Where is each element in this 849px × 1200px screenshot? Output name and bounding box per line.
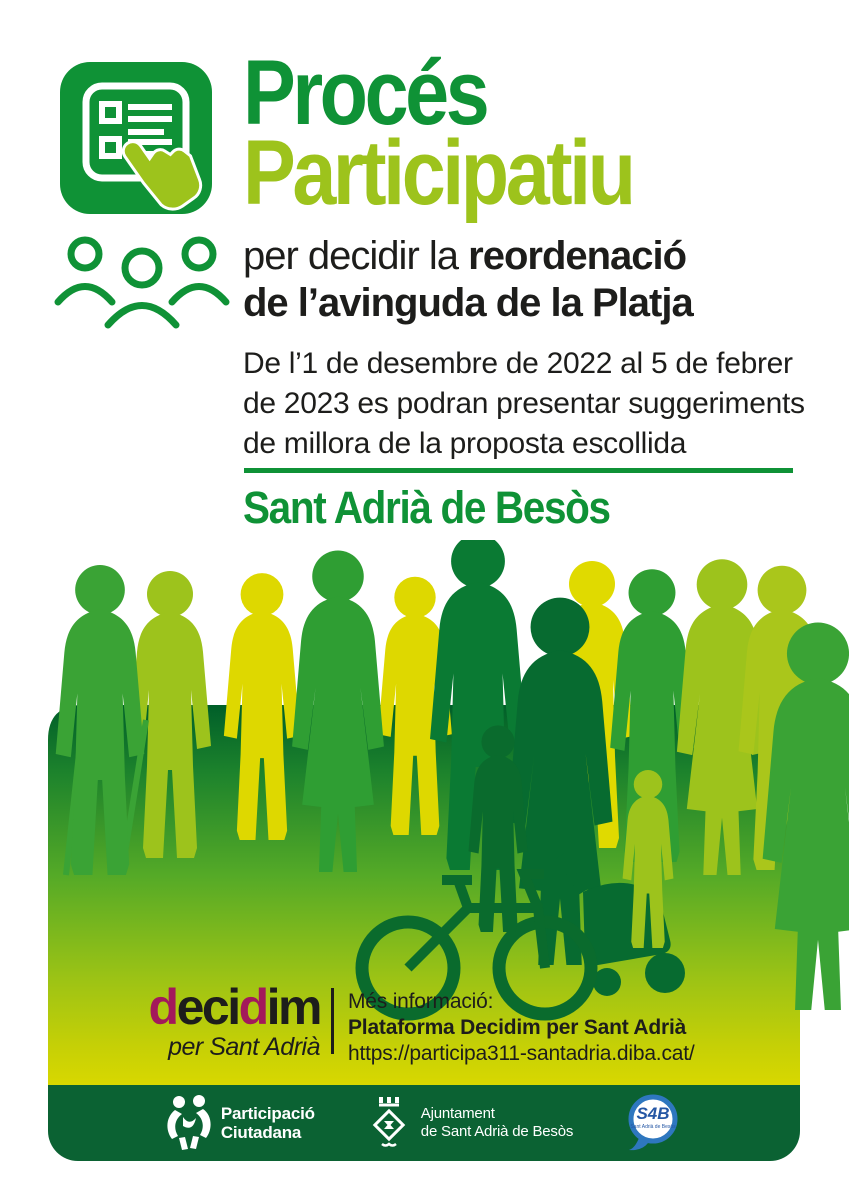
subtitle	[243, 233, 693, 327]
subtitle-prefix: per decidir la	[243, 234, 469, 278]
body-text	[243, 344, 805, 464]
title-line-proces: Procés	[243, 42, 487, 144]
decidim-logo	[148, 979, 320, 1061]
participacio-ciutadana-logo	[167, 1095, 315, 1151]
more-info-label: Més informació:	[348, 990, 494, 1013]
subtitle-bold: reordenació	[468, 234, 687, 278]
more-info-block	[348, 989, 695, 1067]
brand-letter-d2: d	[238, 979, 267, 1035]
brand-letters-eci: eci	[176, 979, 239, 1035]
footer-bar	[48, 1085, 800, 1161]
divider-line	[244, 468, 793, 473]
vertical-divider	[331, 988, 334, 1054]
title-line-participatiu: Participatiu	[243, 122, 633, 224]
body-line3: de millora de la proposta escollida	[243, 427, 687, 460]
ajuntament-label: Ajuntament de Sant Adrià de Besòs	[420, 1105, 574, 1140]
brand-letter-d1: d	[148, 979, 177, 1035]
participacio-ciutadana-figures-icon	[167, 1095, 211, 1151]
body-line1: De l’1 de desembre de 2022 al 5 de febrer	[243, 347, 793, 380]
brand-letters-im: im	[266, 979, 320, 1035]
three-citizens-outline-icon	[52, 230, 232, 330]
ajuntament-logo	[367, 1095, 573, 1151]
participacio-label: Participació Ciutadana	[220, 1104, 315, 1142]
s4b-logo	[625, 1094, 681, 1152]
s4b-label: S4B	[636, 1104, 670, 1123]
decidim-tagline: per Sant Adrià	[168, 1033, 320, 1061]
platform-url: https://participa311-santadria.diba.cat/	[348, 1042, 695, 1065]
body-line2: de 2023 es podran presentar suggeriments	[243, 387, 805, 420]
s4b-sub-label: Sant Adrià de Besòs	[630, 1124, 676, 1130]
platform-name: Plataforma Decidim per Sant Adrià	[348, 1016, 687, 1039]
city-name: Sant Adrià de Besòs	[243, 482, 610, 533]
page-title	[243, 42, 633, 224]
decidim-wordmark	[148, 979, 320, 1035]
subtitle-line2: de l’avinguda de la Platja	[243, 281, 693, 325]
ajuntament-crest-icon	[367, 1095, 411, 1151]
s4b-speech-bubble-icon	[625, 1094, 681, 1152]
ballot-checklist-hand-icon	[60, 62, 212, 214]
